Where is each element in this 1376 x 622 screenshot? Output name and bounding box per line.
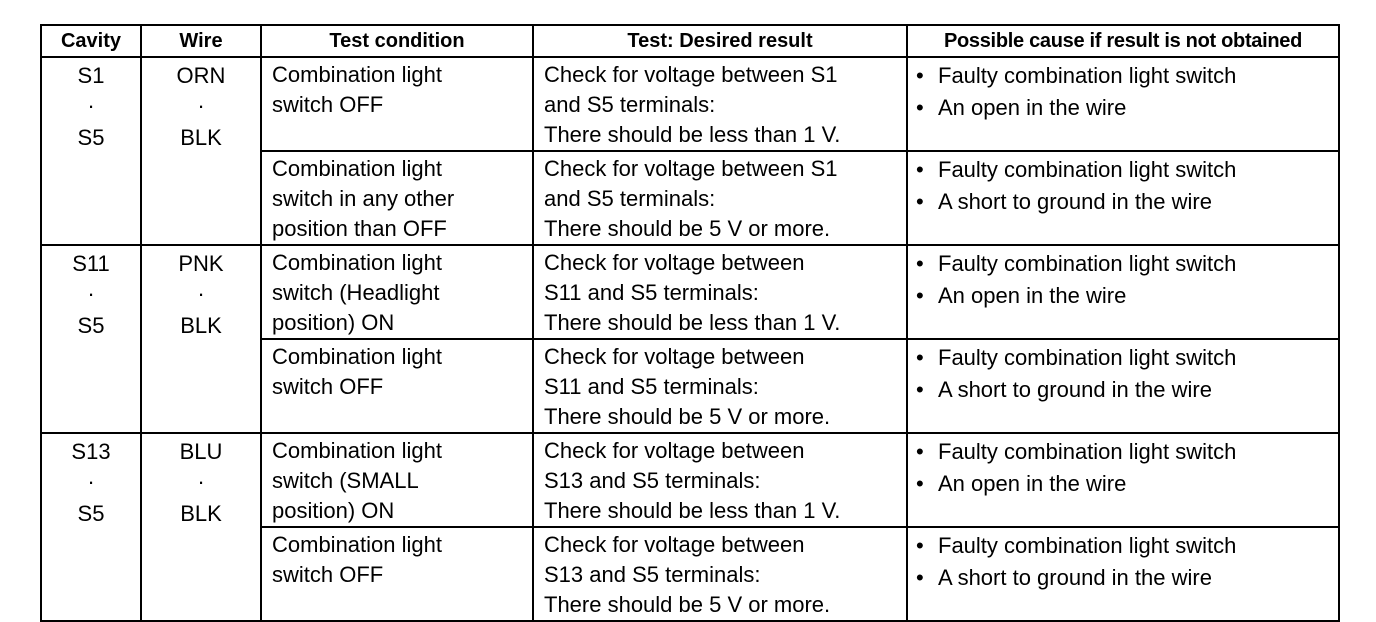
result-line: There should be 5 V or more. [544,592,831,617]
test-condition-cell [261,527,533,621]
header-possible-cause: Possible cause if result is not obtained [907,25,1339,57]
condition-line: Combination light [272,156,442,181]
wire-from: BLU [179,439,223,464]
possible-cause-cell [907,527,1339,621]
possible-cause-cell [907,433,1339,527]
desired-result-cell [533,433,907,527]
cause-item [916,468,1332,500]
wire-separator: . [197,276,205,301]
diagnostic-table [40,24,1340,622]
cavity-to: S5 [77,501,105,526]
cause-text: An open in the wire [938,283,1127,308]
bullet-icon: • [916,189,924,214]
desired-result-cell [533,245,907,339]
table-row [41,245,1339,339]
result-line: Check for voltage between S1 [544,156,838,181]
desired-result-cell [533,527,907,621]
cause-item [916,248,1332,280]
cause-text: Faulty combination light switch [938,251,1237,276]
bullet-icon: • [916,345,924,370]
result-line: S11 and S5 terminals: [544,280,759,305]
wire-to: BLK [180,313,222,338]
cavity-cell [41,433,141,621]
bullet-icon: • [916,439,924,464]
cavity-from: S1 [77,63,105,88]
possible-cause-cell [907,245,1339,339]
cause-item [916,280,1332,312]
cavity-from: S13 [71,439,111,464]
result-line: Check for voltage between [544,344,805,369]
table-row [41,57,1339,151]
cause-item [916,374,1332,406]
bullet-icon: • [916,95,924,120]
cause-text: Faulty combination light switch [938,439,1237,464]
wire-cell [141,57,261,245]
result-line: and S5 terminals: [544,186,716,211]
header-desired-result: Test: Desired result [533,25,907,57]
test-condition-cell [261,433,533,527]
cavity-to: S5 [77,313,105,338]
condition-line: Combination light [272,344,442,369]
result-line: S11 and S5 terminals: [544,374,759,399]
cause-text: Faulty combination light switch [938,533,1237,558]
cause-text: An open in the wire [938,471,1127,496]
condition-line: position than OFF [272,216,447,241]
result-line: S13 and S5 terminals: [544,468,761,493]
cause-item [916,186,1332,218]
result-line: Check for voltage between S1 [544,62,838,87]
cause-item [916,342,1332,374]
condition-line: switch (Headlight [272,280,440,305]
possible-cause-cell [907,57,1339,151]
wire-to: BLK [180,501,222,526]
header-row [41,25,1339,57]
bullet-icon: • [916,377,924,402]
condition-line: Combination light [272,250,442,275]
result-line: There should be less than 1 V. [544,122,841,147]
condition-line: switch OFF [272,374,384,399]
cause-text: A short to ground in the wire [938,377,1212,402]
bullet-icon: • [916,471,924,496]
wire-separator: . [197,88,205,113]
cause-text: Faulty combination light switch [938,157,1237,182]
result-line: There should be 5 V or more. [544,404,831,429]
cavity-cell [41,245,141,433]
cause-item [916,154,1332,186]
cavity-cell [41,57,141,245]
wire-separator: . [197,464,205,489]
condition-line: switch in any other [272,186,455,211]
condition-line: switch OFF [272,562,384,587]
condition-line: Combination light [272,62,442,87]
result-line: S13 and S5 terminals: [544,562,761,587]
header-wire: Wire [141,25,261,57]
result-line: There should be less than 1 V. [544,310,841,335]
cause-item [916,562,1332,594]
result-line: Check for voltage between [544,438,805,463]
wire-cell [141,245,261,433]
desired-result-cell [533,339,907,433]
test-condition-cell [261,339,533,433]
wire-cell [141,433,261,621]
bullet-icon: • [916,533,924,558]
possible-cause-cell [907,151,1339,245]
cause-item [916,92,1332,124]
cavity-separator: . [87,276,95,301]
cause-text: A short to ground in the wire [938,189,1212,214]
test-condition-cell [261,245,533,339]
bullet-icon: • [916,565,924,590]
cause-text: A short to ground in the wire [938,565,1212,590]
result-line: and S5 terminals: [544,92,716,117]
bullet-icon: • [916,251,924,276]
cause-item [916,436,1332,468]
cavity-to: S5 [77,125,105,150]
wire-to: BLK [180,125,222,150]
result-line: Check for voltage between [544,250,805,275]
condition-line: switch (SMALL [272,468,419,493]
cause-text: Faulty combination light switch [938,63,1237,88]
header-cavity: Cavity [41,25,141,57]
possible-cause-cell [907,339,1339,433]
header-test-condition: Test condition [261,25,533,57]
condition-line: Combination light [272,438,442,463]
desired-result-cell [533,57,907,151]
cavity-from: S11 [72,251,110,276]
cavity-separator: . [87,88,95,113]
result-line: There should be less than 1 V. [544,498,841,523]
cause-text: An open in the wire [938,95,1127,120]
bullet-icon: • [916,63,924,88]
wire-from: PNK [178,251,224,276]
cause-item [916,530,1332,562]
desired-result-cell [533,151,907,245]
wire-from: ORN [176,63,226,88]
condition-line: Combination light [272,532,442,557]
result-line: There should be 5 V or more. [544,216,831,241]
condition-line: position) ON [272,310,395,335]
test-condition-cell [261,57,533,151]
cause-text: Faulty combination light switch [938,345,1237,370]
bullet-icon: • [916,283,924,308]
test-condition-cell [261,151,533,245]
cause-item [916,60,1332,92]
bullet-icon: • [916,157,924,182]
cavity-separator: . [87,464,95,489]
condition-line: position) ON [272,498,395,523]
result-line: Check for voltage between [544,532,805,557]
condition-line: switch OFF [272,92,384,117]
table-row [41,433,1339,527]
